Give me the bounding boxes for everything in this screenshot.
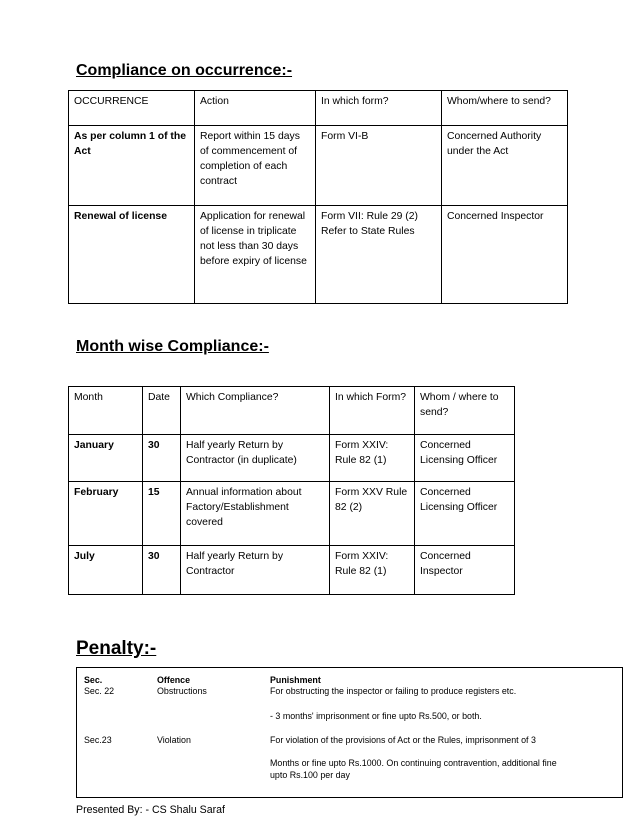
penalty-punishment-line: For obstructing the inspector or failing to produce registers etc. — [270, 686, 517, 696]
penalty-punishment-line: - 3 months' imprisonment or fine upto Rs.500, or both. — [270, 711, 482, 721]
header-cell: Whom/where to send? — [442, 91, 568, 126]
table-cell: As per column 1 of the Act — [69, 126, 195, 206]
table-cell: January — [69, 435, 143, 482]
table-cell: July — [69, 546, 143, 595]
header-cell: OCCURRENCE — [69, 91, 195, 126]
header-cell: Which Compliance? — [181, 387, 330, 435]
table-cell: February — [69, 482, 143, 546]
table-cell: 30 — [143, 546, 181, 595]
penalty-offence: Obstructions — [157, 686, 207, 696]
table-cell: Concerned Inspector — [442, 206, 568, 304]
table-row — [69, 482, 515, 546]
table-cell: Concerned Authority under the Act — [442, 126, 568, 206]
table-cell: 30 — [143, 435, 181, 482]
header-cell: Month — [69, 387, 143, 435]
table-cell: Form VII: Rule 29 (2) Refer to State Rules — [316, 206, 442, 304]
table-row — [69, 206, 568, 304]
table-cell: 15 — [143, 482, 181, 546]
penalty-offence: Violation — [157, 735, 191, 745]
occurrence-table — [68, 90, 568, 304]
section-title-occurrence: Compliance on occurrence:- — [76, 62, 293, 79]
penalty-punishment-line: upto Rs.100 per day — [270, 770, 350, 780]
table-header-row — [69, 387, 515, 435]
penalty-sec: Sec.23 — [84, 735, 112, 745]
header-cell: Whom / where to send? — [415, 387, 515, 435]
table-cell: Application for renewal of license in triplicate not less than 30 days before expiry of license — [195, 206, 316, 304]
table-cell: Half yearly Return by Contractor (in duplicate) — [181, 435, 330, 482]
penalty-header-punishment: Punishment — [270, 675, 321, 685]
table-cell: Form XXV Rule 82 (2) — [330, 482, 415, 546]
penalty-punishment-line: Months or fine upto Rs.1000. On continuing contravention, additional fine — [270, 758, 557, 768]
table-cell: Form XXIV: Rule 82 (1) — [330, 435, 415, 482]
table-cell: Annual information about Factory/Establishment covered — [181, 482, 330, 546]
penalty-punishment-line: For violation of the provisions of Act or the Rules, imprisonment of 3 — [270, 735, 536, 745]
table-cell: Concerned Inspector — [415, 546, 515, 595]
table-cell: Report within 15 days of commencement of completion of each contract — [195, 126, 316, 206]
table-header-row — [69, 91, 568, 126]
section-title-penalty: Penalty:- — [76, 638, 157, 659]
table-row — [69, 126, 568, 206]
penalty-header-offence: Offence — [157, 675, 191, 685]
table-cell: Form VI-B — [316, 126, 442, 206]
header-cell: Action — [195, 91, 316, 126]
table-cell: Renewal of license — [69, 206, 195, 304]
table-cell: Half yearly Return by Contractor — [181, 546, 330, 595]
table-row — [69, 546, 515, 595]
header-cell: In which Form? — [330, 387, 415, 435]
header-cell: In which form? — [316, 91, 442, 126]
table-row — [69, 435, 515, 482]
header-cell: Date — [143, 387, 181, 435]
month-wise-table — [68, 386, 515, 595]
table-cell: Form XXIV: Rule 82 (1) — [330, 546, 415, 595]
penalty-header-sec: Sec. — [84, 675, 103, 685]
penalty-sec: Sec. 22 — [84, 686, 115, 696]
section-title-month-wise: Month wise Compliance:- — [76, 338, 269, 355]
table-cell: Concerned Licensing Officer — [415, 435, 515, 482]
table-cell: Concerned Licensing Officer — [415, 482, 515, 546]
footer-presented-by: Presented By: - CS Shalu Saraf — [76, 804, 225, 816]
